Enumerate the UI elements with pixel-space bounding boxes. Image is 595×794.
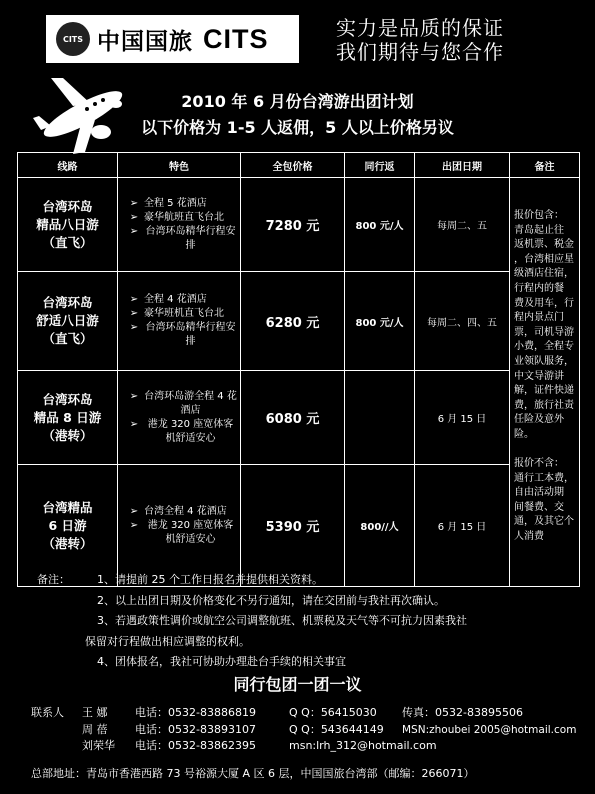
note-line: 通，及其它个 — [514, 516, 574, 528]
note-line: 青岛起止往 — [514, 224, 564, 236]
group-slogan: 同行包团一团一议 — [233, 675, 362, 694]
table-row — [18, 465, 580, 587]
price-note: 以下价格为 1-5 人返佣，5 人以上价格另议 — [141, 118, 454, 137]
peer-rebate-cell: 800 元/人 — [345, 178, 415, 272]
arrow-icon: ➢ — [129, 211, 139, 223]
remarks-section — [0, 570, 595, 673]
date-cell: 6 月 15 日 — [415, 465, 510, 587]
arrow-icon: ➢ — [129, 390, 139, 402]
contact-msn: msn:lrh_312@hotmail.com — [289, 739, 437, 752]
features-cell: ➢ 台湾环岛游全程 4 花酒店 ➢ 港龙 320 座宽体客机舒适安心 — [118, 371, 241, 465]
note-line: 间餐费、交 — [514, 501, 564, 513]
table-row — [18, 272, 580, 371]
contact-tel: 电话：0532-83862395 — [135, 739, 256, 752]
arrow-icon: ➢ — [129, 505, 139, 517]
note-line: 中文导游讲 — [514, 370, 564, 382]
note-line: 险。 — [514, 428, 534, 440]
note-cell — [510, 178, 580, 587]
route-cell: 台湾环岛 精品 8 日游 （港转） — [18, 371, 118, 465]
peer-rebate-cell — [345, 371, 415, 465]
price-cell: 6280 元 — [241, 272, 345, 371]
note-line: 报价包含： — [514, 210, 564, 221]
contact-fax: 传真：0532-83895506 — [402, 706, 523, 719]
note-line: 人消费 — [514, 531, 544, 543]
col-header: 全包价格 — [241, 153, 345, 178]
arrow-icon: ➢ — [129, 418, 139, 430]
arrow-icon: ➢ — [129, 308, 139, 319]
note-line — [514, 443, 576, 458]
col-header: 备注 — [510, 153, 580, 178]
features-cell: ➢ 台湾全程 4 花酒店 ➢ 港龙 320 座宽体客机舒适安心 — [118, 465, 241, 587]
route-cell: 台湾环岛 精品八日游 （直飞） — [18, 178, 118, 272]
tour-plan-table — [17, 152, 580, 587]
contact-name: 刘荣华 — [82, 739, 115, 752]
date-cell: 每周二、五 — [415, 178, 510, 272]
contact-msn: MSN:zhoubei 2005@hotmail.com — [402, 723, 577, 736]
note-line: 小费，全程专 — [514, 341, 574, 353]
page-title: 2010 年 6 月份台湾游出团计划 — [181, 92, 414, 111]
note-line: ，台湾相应星 — [514, 253, 574, 265]
cits-logo — [46, 15, 299, 63]
globe-icon: CITS — [56, 22, 90, 56]
note-line: 费及用车，行 — [514, 297, 574, 309]
contact-qq: Q Q：543644149 — [289, 722, 384, 736]
logo-english: CITS — [203, 23, 269, 54]
table-row — [18, 178, 580, 272]
note-line: 通行工本费， — [514, 472, 574, 484]
contact-row — [0, 722, 595, 739]
note-line: 费，旅行社责 — [514, 399, 574, 411]
date-cell: 每周二、四、五 — [415, 272, 510, 371]
col-header: 线路 — [18, 153, 118, 178]
contacts-section — [0, 705, 595, 755]
slogan-line2: 我们期待与您合作 — [336, 40, 504, 64]
table-row — [18, 371, 580, 465]
contact-row — [0, 705, 595, 722]
note-line: 行程内的餐 — [514, 282, 564, 294]
contacts-label: 联系人 — [31, 706, 64, 719]
remark-item: 3、若遇政策性调价或航空公司调整航班、机票税及天气等不可抗力因素我社 — [97, 614, 467, 628]
contact-tel: 电话：0532-83886819 — [135, 706, 256, 719]
price-cell: 6080 元 — [241, 371, 345, 465]
note-line: 程内景点门 — [514, 312, 564, 324]
contact-qq: Q Q：56415030 — [289, 706, 377, 719]
route-cell: 台湾精品 6 日游 （港转） — [18, 465, 118, 587]
note-line: 返机票、税金 — [514, 239, 574, 251]
note-line: 业领队服务， — [514, 355, 574, 367]
contact-row — [0, 738, 595, 755]
col-header: 特色 — [118, 153, 241, 178]
remark-item: 1、请提前 25 个工作日报名并提供相关资料。 — [97, 573, 323, 586]
features-cell: ➢ 全程 5 花酒店 ➢ 豪华航班直飞台北 ➢ 台湾环岛精华行程安排 — [118, 178, 241, 272]
price-cell: 5390 元 — [241, 465, 345, 587]
remark-item: 2、以上出团日期及价格变化不另行通知，请在交团前与我社再次确认。 — [97, 593, 445, 607]
hq-address: 总部地址：青岛市香港西路 73 号裕源大厦 A 区 6 层，中国国旅台湾部（邮编：266071） — [31, 767, 475, 780]
note-line: 自由活动期 — [514, 487, 564, 499]
table-header-row — [18, 153, 580, 178]
col-header: 同行返 — [345, 153, 415, 178]
contact-name: 王 娜 — [82, 706, 108, 719]
contact-tel: 电话：0532-83893107 — [135, 722, 256, 736]
remarks-label: 备注： — [37, 573, 70, 586]
arrow-icon: ➢ — [129, 519, 139, 531]
remark-item: 4、团体报名，我社可协助办理赴台手续的相关事宜 — [97, 655, 346, 669]
note-line: 票，司机导游 — [514, 326, 574, 338]
arrow-icon: ➢ — [129, 294, 139, 305]
price-cell: 7280 元 — [241, 178, 345, 272]
peer-rebate-cell: 800 元/人 — [345, 272, 415, 371]
route-cell: 台湾环岛 舒适八日游 （直飞） — [18, 272, 118, 371]
note-line: 级酒店住宿， — [514, 268, 574, 280]
arrow-icon: ➢ — [129, 197, 139, 209]
date-cell: 6 月 15 日 — [415, 371, 510, 465]
features-cell: ➢ 全程 4 花酒店 ➢ 豪华班机直飞台北 ➢ 台湾环岛精华行程安排 — [118, 272, 241, 371]
remark-item: 保留对行程做出相应调整的权利。 — [85, 634, 250, 648]
arrow-icon: ➢ — [129, 322, 139, 333]
peer-rebate-cell: 800//人 — [345, 465, 415, 587]
note-line: 解，证件快递 — [514, 385, 574, 397]
logo-chinese: 中国国旅 — [97, 28, 193, 55]
slogan-line1: 实力是品质的保证 — [336, 16, 504, 40]
note-line: 任险及意外 — [514, 414, 564, 426]
col-header: 出团日期 — [415, 153, 510, 178]
contact-name: 周 蓓 — [82, 722, 108, 736]
arrow-icon: ➢ — [129, 225, 139, 237]
note-line: 报价不含： — [514, 458, 564, 470]
